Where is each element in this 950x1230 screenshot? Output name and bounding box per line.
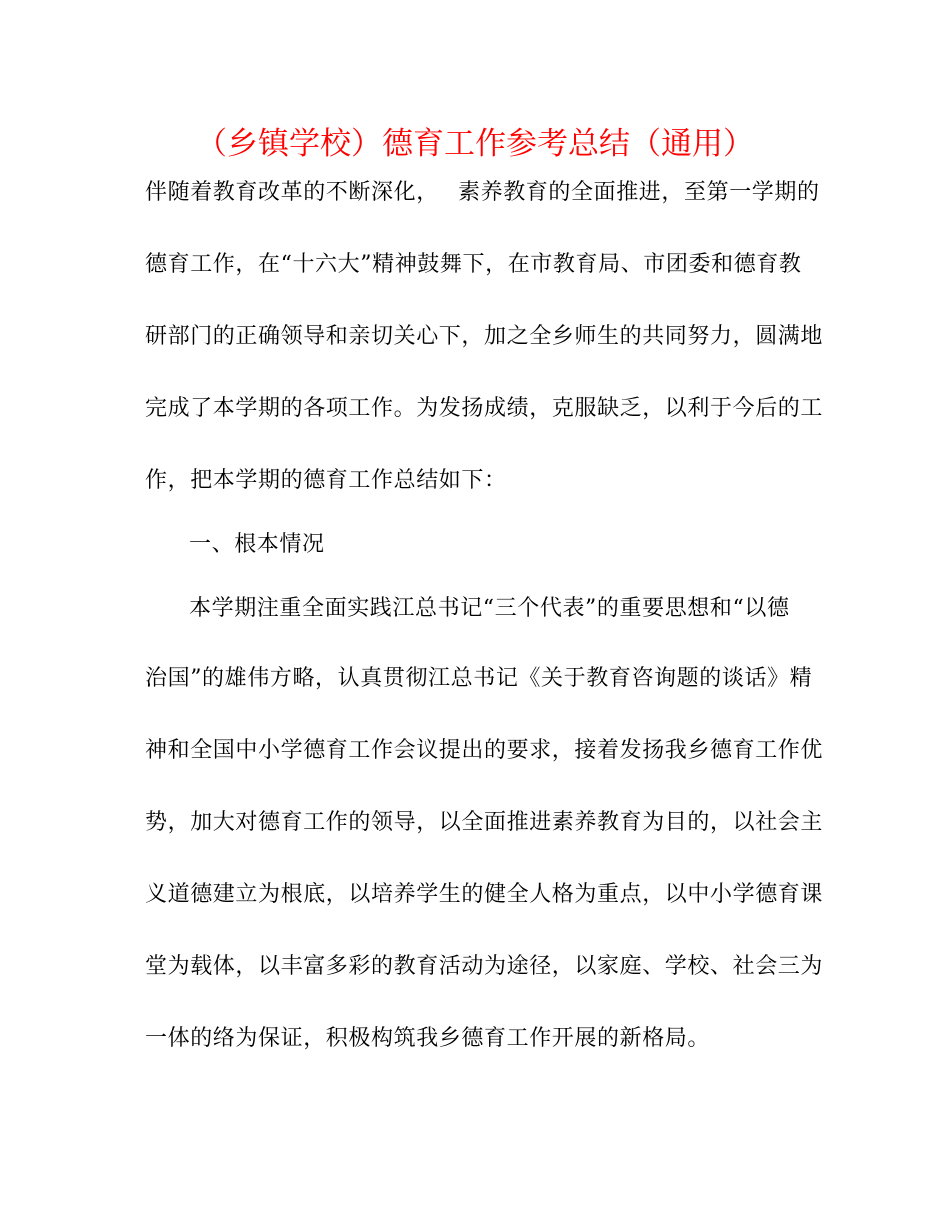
paragraph-line-13: 一体的络为保证，积极构筑我乡德育工作开展的新格局。 — [145, 1026, 711, 1051]
paragraph-line-4: 完成了本学期的各项工作。为发扬成绩，克服缺乏，以利于今后的工 — [145, 396, 824, 421]
paragraph-line-12: 堂为载体，以丰富多彩的教育活动为途径，以家庭、学校、社会三为 — [145, 954, 824, 979]
paragraph-line-11: 义道德建立为根底，以培养学生的健全人格为重点，以中小学德育课 — [145, 882, 824, 907]
paragraph-line-8: 治国”的雄伟方略，认真贯彻江总书记《关于教育咨询题的谈话》精 — [145, 666, 813, 691]
paragraph-line-3: 研部门的正确领导和亲切关心下，加之全乡师生的共同努力，圆满地 — [145, 324, 824, 349]
paragraph-line-10: 势，加大对德育工作的领导，以全面推进素养教育为目的，以社会主 — [145, 810, 824, 835]
paragraph-line-9: 神和全国中小学德育工作会议提出的要求，接着发扬我乡德育工作优 — [145, 738, 824, 763]
section-heading-basic-situation: 一、根本情况 — [189, 532, 325, 557]
document-title: （乡镇学校）德育工作参考总结（通用） — [196, 126, 754, 162]
paragraph-line-5: 作，把本学期的德育工作总结如下： — [145, 468, 507, 493]
paragraph-line-1: 伴随着教育改革的不断深化， 素养教育的全面推进，至第一学期的 — [145, 180, 820, 205]
paragraph-line-7: 本学期注重全面实践江总书记“三个代表”的重要思想和“以德 — [189, 596, 790, 621]
paragraph-line-2: 德育工作，在“十六大”精神鼓舞下，在市教育局、市团委和德育教 — [145, 252, 802, 277]
